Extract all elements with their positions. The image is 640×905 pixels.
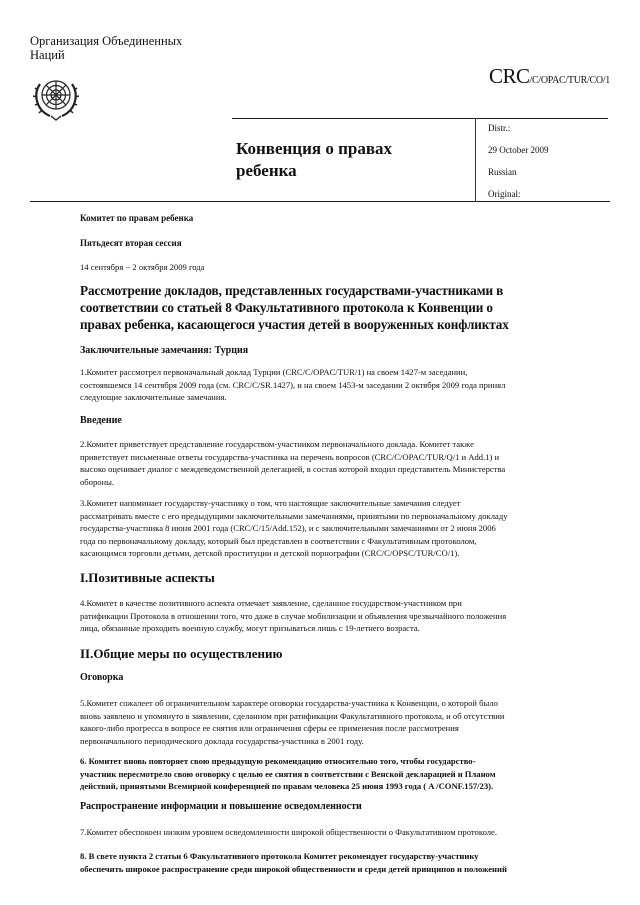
paragraph-6-line: действий, принятыми Всемирной конференцией по правам человека 25 июня 1993 года ( A /CONF.157/23).: [80, 781, 494, 792]
paragraph-4-line: лица, обязанные проходить военную службу, могут призываться лишь с 19-летнего возраста.: [80, 623, 420, 634]
paragraph-4-line: 4.Комитет в качестве позитивного аспекта отмечает заявление, сделанное государством-участником при: [80, 598, 462, 608]
paragraph-1-line: следующие заключительные замечания.: [80, 392, 227, 403]
paragraph-4: [80, 597, 555, 635]
session-dates: 14 сентября − 2 октября 2009 года: [80, 262, 205, 272]
paragraph-6: [80, 755, 555, 793]
org-line-2: Наций: [30, 48, 65, 62]
convention-title-line-1: Конвенция о правах: [236, 139, 393, 158]
paragraph-3-line: года по первоначальному докладу, который был представлен в соответствии с Факультативным протоколом,: [80, 535, 477, 546]
paragraph-6-line: 6. Комитет вновь повторяет свою предыдущую рекомендацию относительно того, чтобы государство-: [80, 756, 476, 766]
paragraph-5-line: вновь заявлено и упомянуто в заявлении, сделанном при ратификации Факультативного протокола, и об отсутствии: [80, 710, 505, 721]
issue-date: 29 October 2009: [488, 145, 549, 155]
paragraph-4-line: ратификации Протокола в отношении того, что даже в случае мобилизации и объявления чрезвычайного положения: [80, 610, 507, 621]
un-emblem-icon: [28, 70, 84, 126]
committee-name: Комитет по правам ребенка: [80, 213, 194, 223]
paragraph-8: [80, 850, 555, 875]
organization-name: [30, 34, 220, 62]
paragraph-2-line: 2.Комитет приветствует представление государством-участником первоначального доклада. Комитет также: [80, 439, 474, 449]
main-title: [80, 282, 570, 333]
main-title-line-2: соответствии со статьей 8 Факультативного протокола к Конвенции о: [80, 300, 493, 315]
paragraph-2-line: приветствует письменные ответы государства-участника на перечень вопросов (CRC/C/OPAC/TUR/Q/1 и Add.1) и: [80, 451, 500, 462]
paragraph-2-line: обороны.: [80, 476, 115, 487]
paragraph-1-line: состоявшемся 14 сентября 2009 года (см. CRC/C/SR.1427), и на своем 1453-м заседании 2 октября 2009 года принял: [80, 379, 506, 390]
paragraph-5-line: первоначального периодического доклада государства-участника в 2001 году.: [80, 735, 364, 746]
paragraph-3: [80, 497, 555, 560]
paragraph-7: [80, 826, 555, 839]
paragraph-8-line: 8. В свете пункта 2 статьи 6 Факультативного протокола Комитет рекомендует государству-участнику: [80, 851, 479, 861]
header-rule-top: [232, 118, 608, 119]
header-rule-bottom: [30, 201, 610, 202]
paragraph-5-line: какого-либо прогресса в вопросе ее снятия или ограничения сферы ее применения после рассмотрения: [80, 723, 459, 734]
symbol-prefix: CRC: [489, 64, 530, 88]
paragraph-5-line: 5.Комитет сожалеет об ограничительном характере оговорки государства-участника к Конвенции, о которой было: [80, 698, 498, 708]
section-2-heading: II.Общие меры по осуществлению: [80, 646, 283, 661]
dissemination-heading: Распространение информации и повышение осведомленности: [80, 801, 362, 812]
header-divider: [475, 118, 476, 201]
session-name: Пятьдесят вторая сессия: [80, 238, 182, 248]
paragraph-3-line: рассматривать вместе с его предыдущими заключительными замечаниями, принятыми по первоначальному докладу: [80, 510, 508, 521]
paragraph-1-line: 1.Комитет рассмотрел первоначальный доклад Турции (CRC/C/OPAC/TUR/1) на своем 1427-м заседании,: [80, 367, 468, 377]
paragraph-8-line: обеспечить широкое распространение среди широкой общественности и среди детей принципов и положений: [80, 863, 507, 874]
symbol-suffix: /C/OPAC/TUR/CO/1: [529, 75, 610, 86]
paragraph-2: [80, 438, 555, 488]
convention-title-line-2: ребенка: [236, 161, 297, 180]
paragraph-3-line: 3.Комитет напоминает государству-участнику о том, что настоящие заключительные замечания следует: [80, 498, 461, 508]
paragraph-2-line: высоко оценивает диалог с междеведомственной делегацией, в состав которой входил представитель Министерства: [80, 464, 506, 475]
main-title-line-3: правах ребенка, касающегося участия детей в вооруженных конфликтах: [80, 317, 509, 332]
reservation-heading: Оговорка: [80, 672, 124, 683]
section-1-heading: I.Позитивные аспекты: [80, 570, 215, 585]
distr-label: Distr.:: [488, 123, 511, 133]
main-title-line-1: Рассмотрение докладов, представленных государствами-участниками в: [80, 283, 504, 298]
concluding-observations-heading: Заключительные замечания: Турция: [80, 345, 249, 356]
introduction-heading: Введение: [80, 415, 122, 426]
paragraph-3-line: государства-участника 8 июня 2001 года (CRC/C/15/Add.152), и с заключительными замечаниями от 2 июня 2006: [80, 523, 496, 534]
paragraph-3-line: касающимся торговли детьми, детской проституции и детской порнографии (CRC/C/OPSC/TUR/CO/1).: [80, 548, 460, 559]
org-line-1: Организация Объединенных: [30, 34, 183, 48]
convention-title: [236, 138, 436, 182]
paragraph-1: [80, 366, 555, 404]
document-language: Russian: [488, 167, 517, 177]
paragraph-6-line: участник пересмотрело свою оговорку с целью ее снятия в соответствии с Венской декларацией и Планом: [80, 768, 496, 779]
document-symbol: [489, 64, 610, 89]
paragraph-7-line: 7.Комитет обеспокоен низким уровнем осведомленности широкой общественности о Факультативном протоколе.: [80, 827, 498, 837]
paragraph-5: [80, 697, 555, 747]
original-label: Original:: [488, 189, 521, 199]
